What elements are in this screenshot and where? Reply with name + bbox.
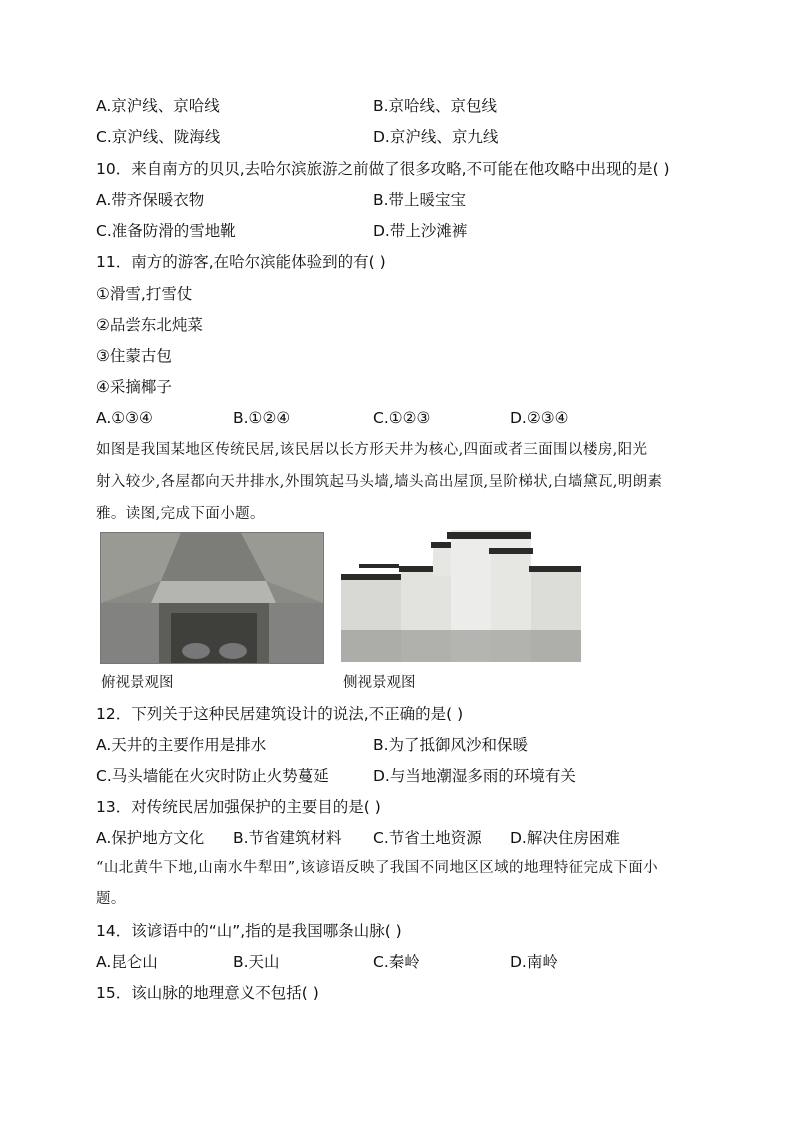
- q12-option-c: C.马头墙能在火灾时防止火势蔓延: [96, 767, 329, 785]
- q10-option-c: C.准备防滑的雪地靴: [96, 222, 236, 240]
- side-view-caption: 侧视景观图: [343, 675, 416, 691]
- passage1-line3: 雅。读图,完成下面小题。: [96, 506, 265, 522]
- q11-stem: 11．南方的游客,在哈尔滨能体验到的有( ): [96, 253, 386, 271]
- q14-option-d: D.南岭: [510, 953, 558, 971]
- q11-item-1: ①滑雪,打雪仗: [96, 285, 193, 303]
- q10-option-d: D.带上沙滩裤: [373, 222, 468, 240]
- q9-option-d: D.京沪线、京九线: [373, 128, 499, 146]
- q11-option-c: C.①②③: [373, 409, 431, 427]
- q11-option-a: A.①③④: [96, 409, 153, 427]
- q14-option-a: A.昆仑山: [96, 953, 158, 971]
- q11-option-b: B.①②④: [233, 409, 291, 427]
- q14-option-c: C.秦岭: [373, 953, 420, 971]
- q10-stem: 10．来自南方的贝贝,去哈尔滨旅游之前做了很多攻略,不可能在他攻略中出现的是( ): [96, 160, 670, 178]
- side-view-photo: [341, 530, 581, 662]
- passage1-line1: 如图是我国某地区传统民居,该民居以长方形天井为核心,四面或者三面围以楼房,阳光: [96, 442, 648, 458]
- q11-item-2: ②品尝东北炖菜: [96, 316, 203, 334]
- passage1-line2: 射入较少,各屋都向天井排水,外围筑起马头墙,墙头高出屋顶,呈阶梯状,白墙黛瓦,明朗素: [96, 474, 663, 490]
- top-view-photo: [100, 532, 324, 664]
- q11-item-3: ③住蒙古包: [96, 347, 172, 365]
- q9-option-b: B.京哈线、京包线: [373, 97, 498, 115]
- passage2-line1: “山北黄牛下地,山南水牛犁田”,该谚语反映了我国不同地区区域的地理特征完成下面小: [96, 860, 659, 876]
- q13-option-a: A.保护地方文化: [96, 829, 205, 847]
- q14-stem: 14．该谚语中的“山”,指的是我国哪条山脉( ): [96, 922, 402, 940]
- q12-option-a: A.天井的主要作用是排水: [96, 736, 267, 754]
- q9-option-a: A.京沪线、京哈线: [96, 97, 220, 115]
- q14-option-b: B.天山: [233, 953, 280, 971]
- q11-item-4: ④采摘椰子: [96, 378, 172, 396]
- q15-stem: 15．该山脉的地理意义不包括( ): [96, 984, 319, 1002]
- q10-option-b: B.带上暖宝宝: [373, 191, 467, 209]
- q12-option-d: D.与当地潮湿多雨的环境有关: [373, 767, 576, 785]
- top-view-caption: 俯视景观图: [101, 675, 174, 691]
- q11-option-d: D.②③④: [510, 409, 569, 427]
- passage2-line2: 题。: [96, 891, 126, 907]
- q13-option-b: B.节省建筑材料: [233, 829, 342, 847]
- q10-option-a: A.带齐保暖衣物: [96, 191, 205, 209]
- q12-stem: 12．下列关于这种民居建筑设计的说法,不正确的是( ): [96, 705, 464, 723]
- q13-option-c: C.节省土地资源: [373, 829, 482, 847]
- q13-option-d: D.解决住房困难: [510, 829, 620, 847]
- q9-option-c: C.京沪线、陇海线: [96, 128, 221, 146]
- q13-stem: 13．对传统民居加强保护的主要目的是( ): [96, 798, 381, 816]
- q12-option-b: B.为了抵御风沙和保暖: [373, 736, 529, 754]
